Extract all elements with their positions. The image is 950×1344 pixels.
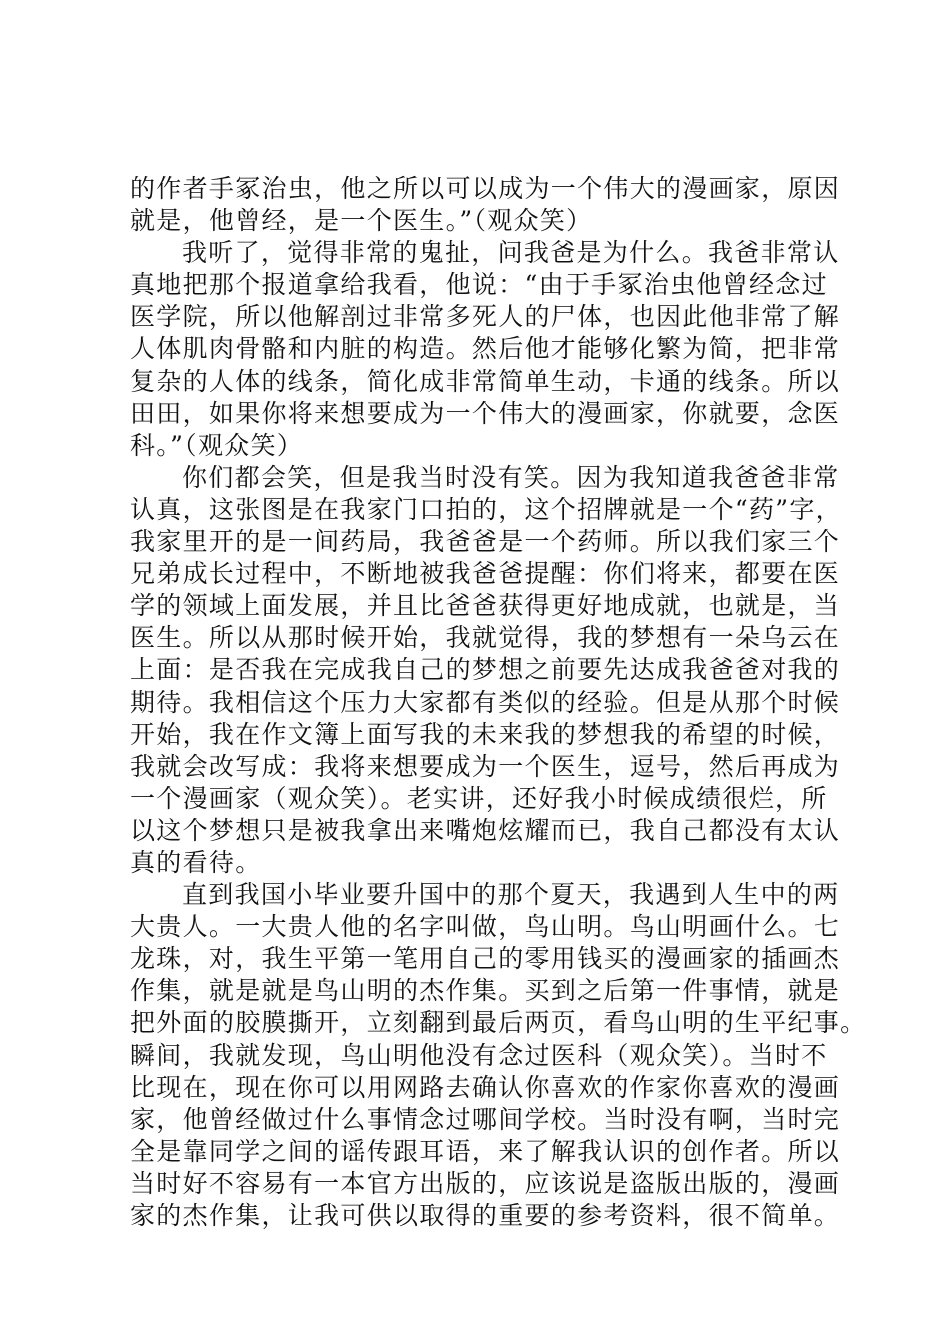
text-line: 一个漫画家（观众笑）。老实讲，还好我小时候成绩很烂，所: [130, 783, 828, 813]
text-line: 大贵人。一大贵人他的名字叫做，鸟山明。鸟山明画什么。七: [130, 912, 841, 942]
text-line: 人体肌肉骨骼和内脏的构造。然后他才能够化繁为简，把非常: [130, 334, 841, 364]
text-line: 家，他曾经做过什么事情念过哪间学校。当时没有啊，当时完: [130, 1104, 841, 1134]
text-line: 瞬间，我就发现，鸟山明他没有念过医科（观众笑）。当时不: [130, 1040, 828, 1070]
text-line: 作集，就是就是鸟山明的杰作集。买到之后第一件事情，就是: [130, 976, 841, 1006]
text-line: 复杂的人体的线条，简化成非常简单生动，卡通的线条。所以: [130, 366, 841, 396]
text-line: 比现在，现在你可以用网路去确认你喜欢的作家你喜欢的漫画: [130, 1072, 841, 1102]
text-line: 科。”（观众笑）: [130, 430, 304, 460]
text-line: 我就会改写成：我将来想要成为一个医生，逗号，然后再成为: [130, 751, 841, 781]
text-line: 的作者手冢治虫，他之所以可以成为一个伟大的漫画家，原因: [130, 174, 841, 203]
text-line: 把外面的胶膜撕开，立刻翻到最后两页，看鸟山明的生平纪事。: [130, 1008, 867, 1038]
text-line: 上面：是否我在完成我自己的梦想之前要先达成我爸爸对我的: [130, 655, 841, 685]
text-line: 家的杰作集，让我可供以取得的重要的参考资料，很不简单。: [130, 1201, 841, 1230]
text-line: 我家里开的是一间药局，我爸爸是一个药师。所以我们家三个: [130, 527, 841, 557]
text-line: 当时好不容易有一本官方出版的，应该说是盗版出版的，漫画: [130, 1168, 841, 1198]
text-line: 以这个梦想只是被我拿出来嘴炮炫耀而已，我自己都没有太认: [130, 815, 841, 845]
text-line: 学的领域上面发展，并且比爸爸获得更好地成就，也就是，当: [130, 591, 841, 621]
text-line: 开始，我在作文簿上面写我的未来我的梦想我的希望的时候，: [130, 719, 841, 749]
body-text: [130, 173, 867, 1232]
text-line: 你们都会笑，但是我当时没有笑。因为我知道我爸爸非常: [182, 462, 840, 492]
text-line: 认真，这张图是在我家门口拍的，这个招牌就是一个“药”字，: [130, 494, 842, 524]
text-line: 医学院，所以他解剖过非常多死人的尸体，也因此他非常了解: [130, 302, 841, 332]
text-line: 期待。我相信这个压力大家都有类似的经验。但是从那个时候: [130, 687, 841, 717]
text-line: 真的看待。: [130, 847, 262, 877]
text-line: 兄弟成长过程中，不断地被我爸爸提醒：你们将来，都要在医: [130, 559, 841, 589]
text-line: 全是靠同学之间的谣传跟耳语，来了解我认识的创作者。所以: [130, 1136, 841, 1166]
text-line: 龙珠，对，我生平第一笔用自己的零用钱买的漫画家的插画杰: [130, 944, 841, 974]
text-line: 我听了，觉得非常的鬼扯，问我爸是为什么。我爸非常认: [182, 238, 840, 268]
text-line: 田田，如果你将来想要成为一个伟大的漫画家，你就要，念医: [130, 398, 841, 428]
text-line: 真地把那个报道拿给我看，他说：“由于手冢治虫他曾经念过: [130, 270, 828, 300]
text-line: 医生。所以从那时候开始，我就觉得，我的梦想有一朵乌云在: [130, 623, 841, 653]
text-line: 就是，他曾经，是一个医生。”（观众笑）: [130, 206, 593, 236]
text-line: 直到我国小毕业要升国中的那个夏天，我遇到人生中的两: [182, 880, 840, 910]
